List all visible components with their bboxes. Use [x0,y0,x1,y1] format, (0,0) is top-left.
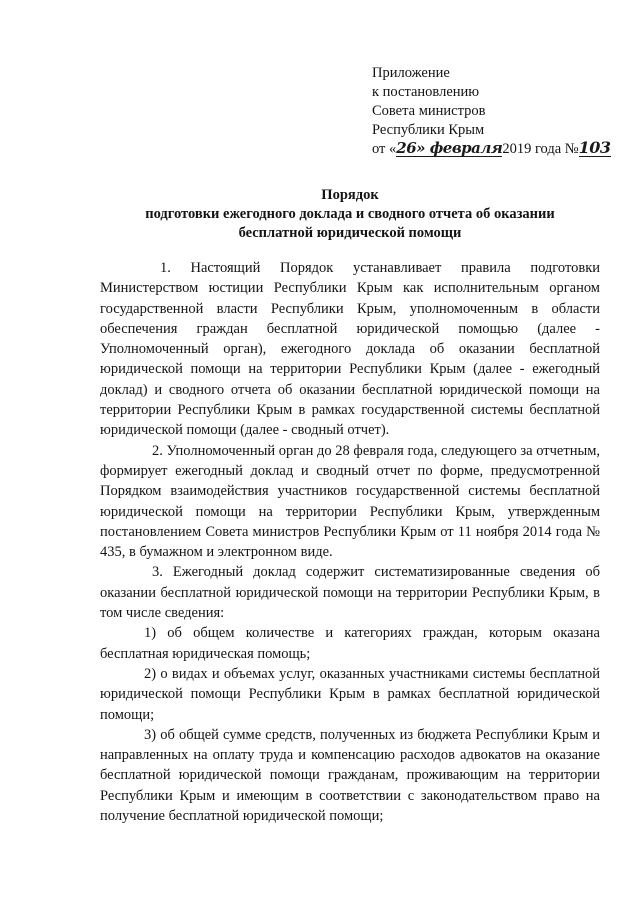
subitem-1: 1) об общем количестве и категориях граждан, которым оказана бесплатная юридическая помощь; [100,625,600,662]
appendix-line: Приложение [372,65,450,81]
date-year: 2019 года № [502,141,579,157]
subitem-2: 2) о видах и объемах услуг, оказанных участниками системы бесплатной юридической помощи Республики Крым в рамках бесплатной юридической помощи; [100,665,600,723]
appendix-line: Совета министров [372,103,486,119]
title-line: бесплатной юридической помощи [238,225,462,241]
appendix-date-line [372,140,622,159]
title-line: Порядок [321,187,379,203]
date-prefix: от « [372,141,397,157]
paragraph-1: 1. Настоящий Порядок устанавливает правила подготовки Министерством юстиции Республики Крым как исполнительным органом государственной власти Республики Крым, уполномоченным в области обеспечения граждан бесплатной юридической помощью (далее - Уполномоченный орган), ежегодного доклада об оказании бесплатной юридической помощи на территории Республики Крым (далее - ежегодный доклад) и сводного отчета об оказании бесплатной юридической помощи на территории Республики Крым в рамках государственной системы бесплатной юридической помощи (далее - сводный отчет). [100,260,600,439]
title-line: подготовки ежегодного доклада и сводного отчета об оказании [145,206,555,222]
paragraph-3: 3. Ежегодный доклад содержит систематизированные сведения об оказании бесплатной юридической помощи на территории Республики Крым, в том числе сведения: [100,564,600,622]
subitem-3: 3) об общей сумме средств, полученных из бюджета Республики Крым и направленных на оплату труда и компенсацию расходов адвокатов на оказание бесплатной юридической помощи гражданам, проживающим на территории Республики Крым и имеющим в соответствии с законодательством право на получение бесплатной юридической помощи; [100,726,600,825]
appendix-line: к постановлению [372,84,480,100]
appendix-header [372,64,622,159]
document-body [100,258,600,826]
document-title [100,186,600,243]
handwritten-number: 103 [578,138,611,157]
appendix-line: Республики Крым [372,122,485,138]
paragraph-2: 2. Уполномоченный орган до 28 февраля года, следующего за отчетным, формирует ежегодный доклад и сводный отчет по форме, предусмотренной Порядком взаимодействия участников государственной системы бесплатной юридической помощи на территории Республики Крым, утвержденным постановлением Совета министров Республики Крым от 11 ноября 2014 года № 435, в бумажном и электронном виде. [100,442,600,561]
handwritten-date: 26» февраля [396,139,503,157]
